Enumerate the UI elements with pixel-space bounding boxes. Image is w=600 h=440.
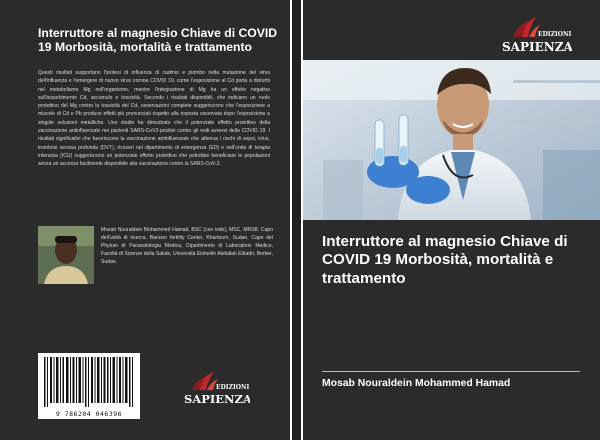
author-photo <box>38 226 94 284</box>
publisher-edition-label: EDIZIONI <box>216 384 250 391</box>
publisher-name: SAPIENZA <box>502 40 572 54</box>
spine-edge-left <box>290 0 292 440</box>
isbn-barcode <box>38 353 140 419</box>
front-cover-title: Interruttore al magnesio Chiave di COVID 19 Morbosità, mortalità e trattamento <box>322 233 568 287</box>
divider <box>322 371 580 372</box>
sapienza-logo-icon <box>192 372 218 390</box>
publisher-logo-back <box>180 370 250 410</box>
front-cover-author: Mosab Nouraldein Mohammed Hamad <box>322 378 511 389</box>
publisher-name: SAPIENZA <box>184 392 250 406</box>
sapienza-logo-icon <box>513 17 540 37</box>
author-bio: Mosab Nouraldein Mohammed Hamad, BSC (con lode), MSC, MRSB. Capo dell'unità di ricerca, Banoon fertility Center, Khartoum, Sudan. Capo del Phylum di Parassitologia Medica, Dipartimento di Laboratorio Medico, Facoltà di Scienze della Salute, Università Elsheikh Abdallah Elbadri, Berber, Sudan. <box>101 227 273 266</box>
back-cover-title: Interruttore al magnesio Chiave di COVID 19 Morbosità, mortalità e trattamento <box>38 26 278 54</box>
isbn-number: 9 786204 046396 <box>55 410 123 418</box>
publisher-logo-front <box>500 15 572 57</box>
publisher-edition-label: EDIZIONI <box>538 31 572 38</box>
cover-photo-doctor-with-test-tube <box>303 60 600 220</box>
back-cover-blurb: Questi risultati supportano l'ipotesi di influenza di cadmio e piombo nella mutazione del virus dell'influenza e l'emergere di nuovo virus corona COVID 19, come l'esposizione al Cd porta a disturbi nel metabolismo Mg nell'organismo, mentre l'integrazione di Mg ha un effetto negativo sull'assorbimento Cd, accumulo e tossicità. Secondo i risultati disponibili, che indicano un ruolo protettivo del Mg contro la tossicità del Cd, osservazioni complete suggeriscono che l'esposizione a miscele di Cd e Pb produce effetti più pronunciati rispetto alla risposta osservata dopo l'esposizione a singole soluzioni metalliche. Uno studio ha dimostrato che il potenziale effetto protettivo della vaccinazione antinfluenzale nei pazienti SARS-CoV2-positivi contro gli esiti avversi della COVID 19. I risultati significativi che favoriscono la vaccinazione antinfluenzale che attenua i rischi di sepsi, ictus, trombosi venosa profonda (DVT), ricoveri nel dipartimento di emergenza (ED) e nell'unità di terapia intensiva (ICU) suggeriscono un potenziale effetto protettivo che potrebbe beneficiare le popolazioni senza un accesso facilmente disponibile alla vaccinazione contro la SARS-CoV-2. <box>38 70 270 168</box>
